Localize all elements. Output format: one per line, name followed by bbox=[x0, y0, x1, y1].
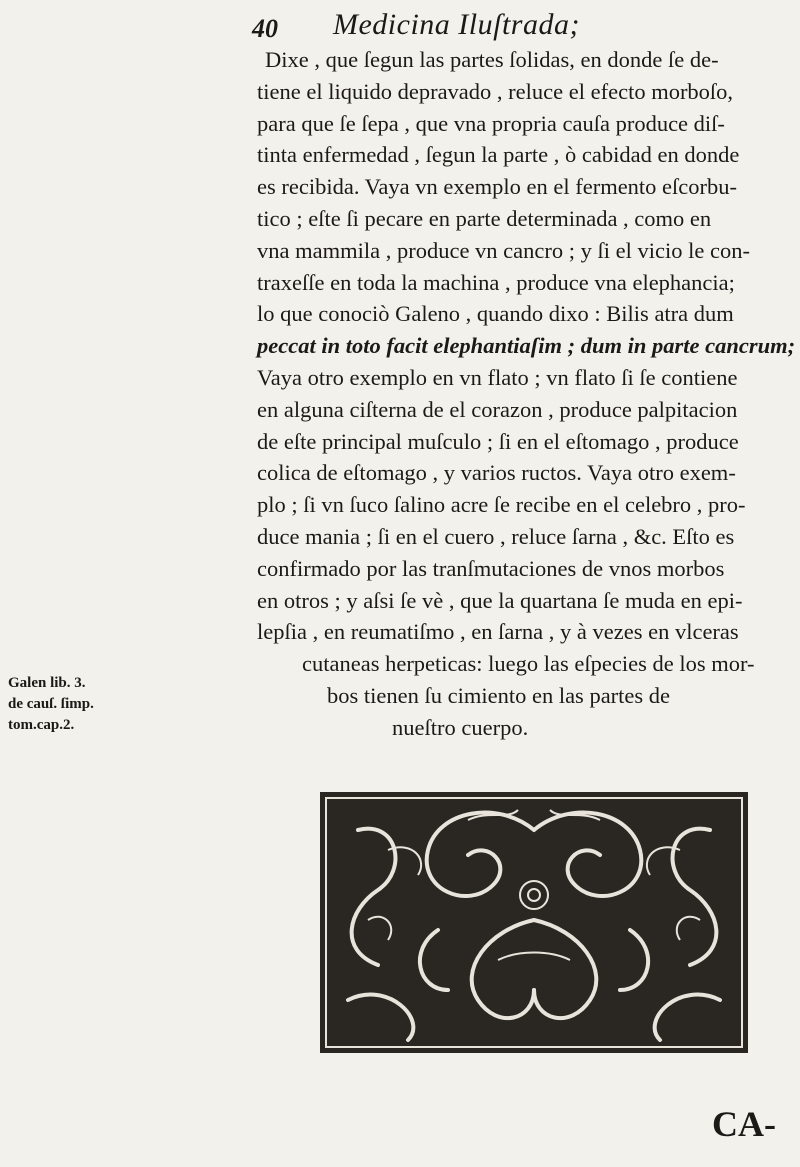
text-line: de eſte principal muſculo ; ſi en el eſtomago , produce bbox=[257, 428, 739, 454]
text-line: es recibida. Vaya vn exemplo en el fermento eſcorbu- bbox=[257, 174, 738, 200]
margin-note-line: Galen lib. 3. bbox=[8, 675, 86, 691]
latin-quote-line: peccat in toto facit elephantiaſim ; dum in parte cancrum; bbox=[257, 333, 796, 359]
text-line: lo que conociò Galeno , quando dixo : Bilis atra dum bbox=[257, 301, 734, 327]
text-line: duce mania ; ſi en el cuero , reluce ſarna , &c. Eſto es bbox=[257, 523, 735, 549]
text-line: tiene el liquido depravado , reluce el efecto morboſo, bbox=[257, 78, 734, 104]
catchword: CA- bbox=[712, 1104, 776, 1144]
text-line: bos tienen ſu cimiento en las partes de bbox=[327, 682, 671, 708]
text-line: confirmado por las tranſmutaciones de vnos morbos bbox=[257, 555, 725, 581]
text-line: lepſia , en reumatiſmo , en ſarna , y à vezes en vlceras bbox=[257, 619, 739, 645]
text-line: vna mammila , produce vn cancro ; y ſi el vicio le con- bbox=[257, 237, 750, 263]
running-title: Medicina Iluſtrada; bbox=[333, 8, 580, 41]
text-line: cutaneas herpeticas: luego las eſpecies de los mor- bbox=[302, 651, 755, 677]
text-line: plo ; ſi vn ſuco ſalino acre ſe recibe en el celebro , pro- bbox=[257, 492, 746, 518]
text-line: Vaya otro exemplo en vn flato ; vn flato ſi ſe contiene bbox=[257, 364, 738, 390]
text-line: tinta enfermedad , ſegun la parte , ò cabidad en donde bbox=[257, 142, 740, 168]
text-line: tico ; eſte ſi pecare en parte determinada , como en bbox=[257, 205, 712, 231]
margin-note bbox=[8, 673, 128, 736]
margin-note-line: de cauſ. ſimp. bbox=[8, 696, 94, 712]
text-line: en otros ; y aſsi ſe vè , que la quartana ſe muda en epi- bbox=[257, 587, 743, 613]
page-number: 40 bbox=[252, 14, 278, 43]
text-line: en alguna ciſterna de el corazon , produce palpitacion bbox=[257, 396, 738, 422]
body-text bbox=[257, 44, 797, 744]
margin-note-line: tom.cap.2. bbox=[8, 717, 75, 733]
text-line: traxeſſe en toda la machina , produce vna elephancia; bbox=[257, 269, 735, 295]
text-line: nueſtro cuerpo. bbox=[392, 714, 529, 740]
text-line: para que ſe ſepa , que vna propria cauſa produce diſ- bbox=[257, 110, 725, 136]
text-line: colica de eſtomago , y varios ructos. Vaya otro exem- bbox=[257, 460, 736, 486]
page-header bbox=[0, 6, 800, 46]
woodcut-ornament-icon bbox=[318, 790, 750, 1055]
text-line: Dixe , que ſegun las partes ſolidas, en donde ſe de- bbox=[265, 47, 719, 72]
